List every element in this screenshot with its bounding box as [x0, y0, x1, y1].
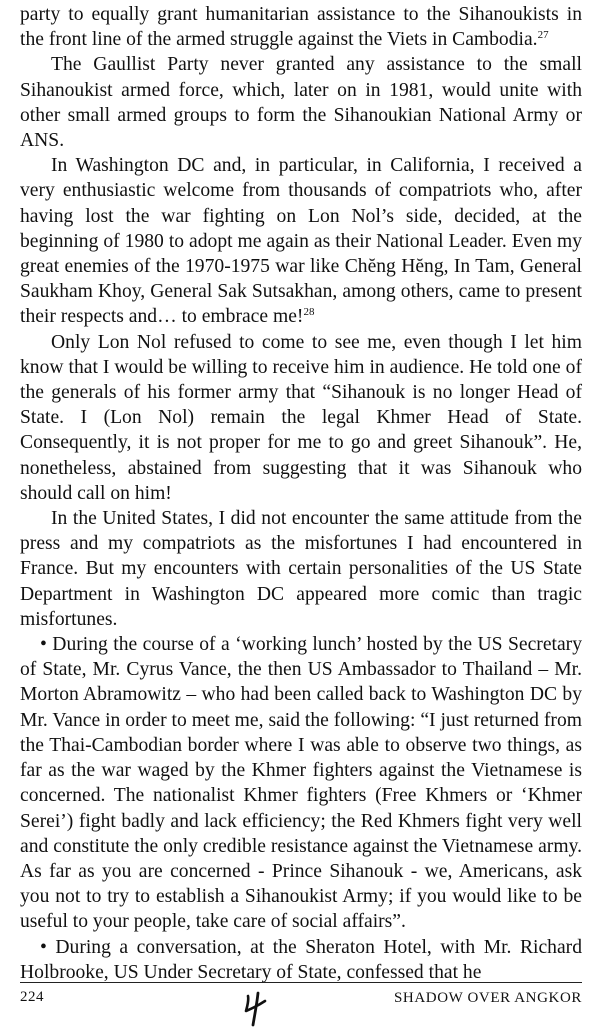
footer-rule	[20, 982, 582, 983]
paragraph-continuation: party to equally grant humanitarian assistance to the Sihanoukists in the front line of the armed struggle against the Viets in Cambodia.$^{27}$	[20, 4, 582, 51]
paragraph-working-lunch: • During the course of a ‘working lunch’ hosted by the US Secretary of State, Mr. Cyrus Vance, the then US Ambassador to Thailand – Mr. Morton Abramowitz – who had been called back to Washington DC by Mr. Vance in order to meet me, said the following: “I just returned from the Thai-Cambodian border where I was able to observe two things, as far as the war waged by the Khmer fighters against the Vietnamese is concerned. The nationalist Khmer fighters (Free Khmers or ‘Khmer Serei’) fight badly and lack efficiency; the Red Khmers fight very well and constitute the only credible resistance against the Vietnamese army. As far as you are concerned - Prince Sihanouk - we, Americans, ask you not to try to establish a Sihanoukist Army; if you would like to be useful to your people, take care of social affairs”.	[20, 634, 582, 933]
page-number: 224	[20, 989, 44, 1005]
footnote-ref-27: 27	[537, 29, 549, 42]
paragraph-gaullist-party: The Gaullist Party never granted any assistance to the small Sihanoukist armed force, which, later on in 1981, would unite with other small armed groups to form the Sihanoukian National Army or ANS.	[20, 54, 582, 152]
body-text	[20, 2, 582, 985]
page-footer	[20, 989, 582, 1019]
paragraph-sheraton-conversation: • During a conversation, at the Sheraton Hotel, with Mr. Richard Holbrooke, US Under Secretary of State, confessed that he	[20, 936, 582, 983]
footnote-ref-28: 28	[303, 306, 315, 319]
running-title: SHADOW OVER ANGKOR	[393, 990, 582, 1006]
paragraph-washington-welcome: In Washington DC and, in particular, in California, I received a very enthusiastic welcome from thousands of compatriots who, after having lost the war fighting on Lon Nol’s side, decided, at the beginning of 1980 to adopt me again as their National Leader. Even my great enemies of the 1970-1975 war like Chĕng Hĕng, In Tam, General Saukham Khoy, General Sak Sutsakhan, among others, came to present their respects and… to embrace me!$^{28}$	[20, 155, 582, 328]
paragraph-united-states: In the United States, I did not encounter the same attitude from the press and my compatriots as the misfortunes I had encountered in France. But my encounters with certain personalities of the US State Department in Washington DC appeared more comic than tragic misfortunes.	[20, 508, 582, 630]
paragraph-lon-nol: Only Lon Nol refused to come to see me, even though I let him know that I would be willing to receive him in audience. He told one of the generals of his former army that “Sihanouk is no longer Head of State. I (Lon Nol) remain the legal Khmer Head of State. Consequently, it is not proper for me to go and greet Sihanouk”. He, nonetheless, abstained from suggesting that it was Sihanouk who should call on him!	[20, 331, 582, 504]
handwritten-mark-icon	[234, 987, 274, 1027]
